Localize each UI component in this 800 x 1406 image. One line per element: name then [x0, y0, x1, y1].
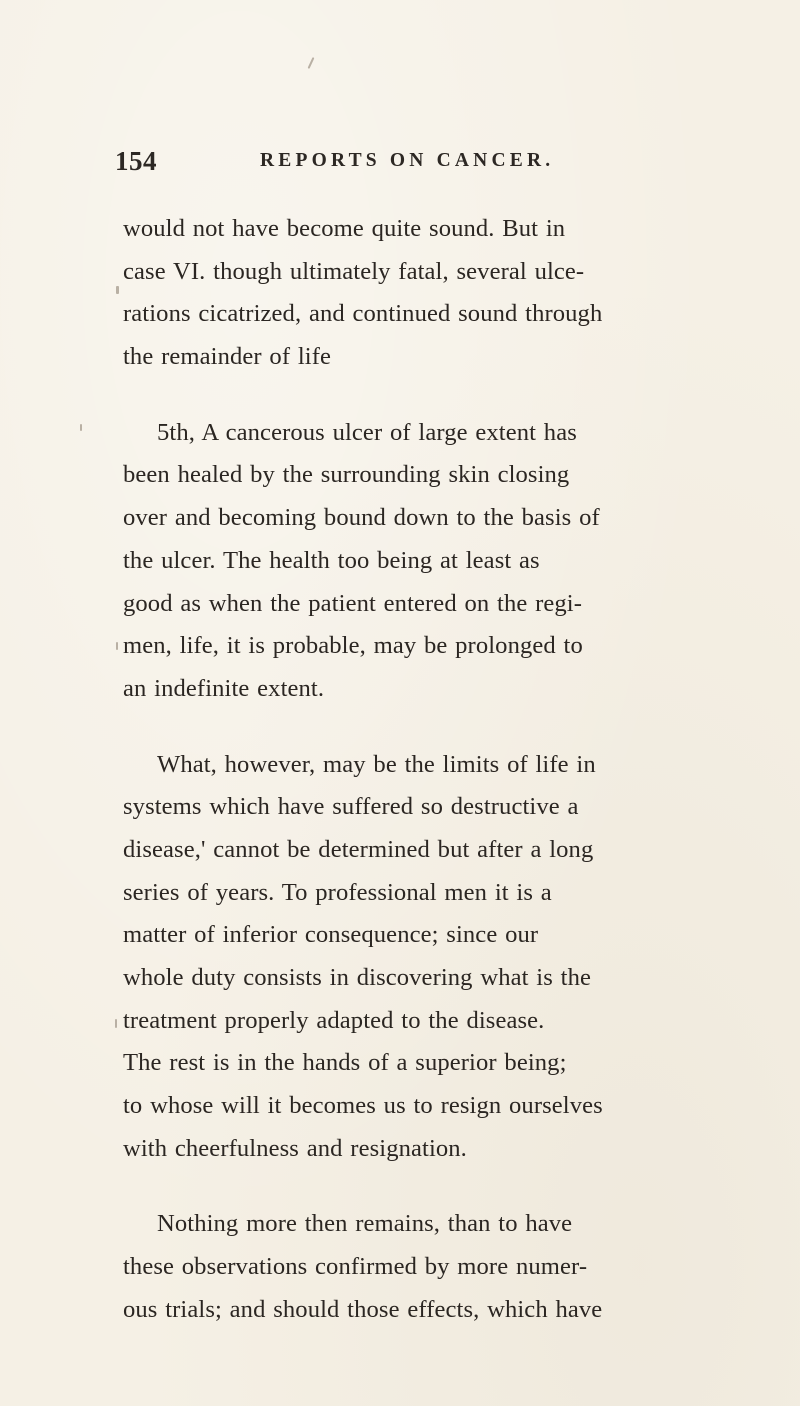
margin-speck	[115, 1019, 117, 1028]
paragraph-gap	[123, 1170, 738, 1203]
margin-speck	[80, 424, 82, 431]
text-line: treatment properly adapted to the disease.	[123, 1006, 545, 1034]
paragraph-gap	[123, 379, 738, 412]
text-line: 5th, A cancerous ulcer of large extent has	[157, 418, 577, 446]
text-line: Nothing more then remains, than to have	[157, 1210, 573, 1238]
body-text	[123, 208, 738, 1332]
paragraph-3	[123, 744, 738, 1171]
paragraph-gap	[123, 711, 738, 744]
text-line: with cheerfulness and resignation.	[123, 1134, 467, 1162]
text-line: to whose will it becomes us to resign ourselves	[123, 1092, 603, 1120]
text-line: systems which have suffered so destructive a	[123, 793, 579, 821]
page-number: 154	[115, 146, 157, 176]
text-line: What, however, may be the limits of life in	[157, 750, 596, 778]
paragraph-4	[123, 1203, 738, 1331]
paragraph-2	[123, 412, 738, 711]
text-line: rations cicatrized, and continued sound through	[123, 300, 603, 328]
margin-speck	[308, 57, 315, 69]
text-line: The rest is in the hands of a superior being;	[123, 1049, 567, 1077]
text-line: would not have become quite sound. But in	[123, 215, 566, 242]
text-line: the ulcer. The health too being at least as	[123, 546, 540, 574]
margin-speck	[116, 286, 119, 294]
text-line: matter of inferior consequence; since our	[123, 921, 539, 949]
text-line: disease,' cannot be determined but after a long	[123, 835, 594, 863]
margin-speck	[116, 642, 118, 650]
running-head	[115, 146, 715, 186]
text-line: series of years. To professional men it is a	[123, 878, 552, 906]
running-title: REPORTS ON CANCER.	[260, 150, 555, 171]
text-line: an indefinite extent.	[123, 674, 325, 702]
text-line: the remainder of life	[123, 343, 332, 371]
text-line: been healed by the surrounding skin closing	[123, 461, 570, 489]
paragraph-1	[123, 208, 738, 379]
text-line: over and becoming bound down to the basis of	[123, 504, 600, 532]
text-line: whole duty consists in discovering what is the	[123, 964, 591, 991]
text-line: men, life, it is probable, may be prolonged to	[123, 632, 583, 660]
text-line: these observations confirmed by more numer-	[123, 1253, 588, 1281]
text-line: case VI. though ultimately fatal, several ulce-	[123, 257, 585, 285]
text-line: ous trials; and should those effects, which have	[123, 1295, 603, 1323]
text-line: good as when the patient entered on the regi-	[123, 589, 583, 617]
